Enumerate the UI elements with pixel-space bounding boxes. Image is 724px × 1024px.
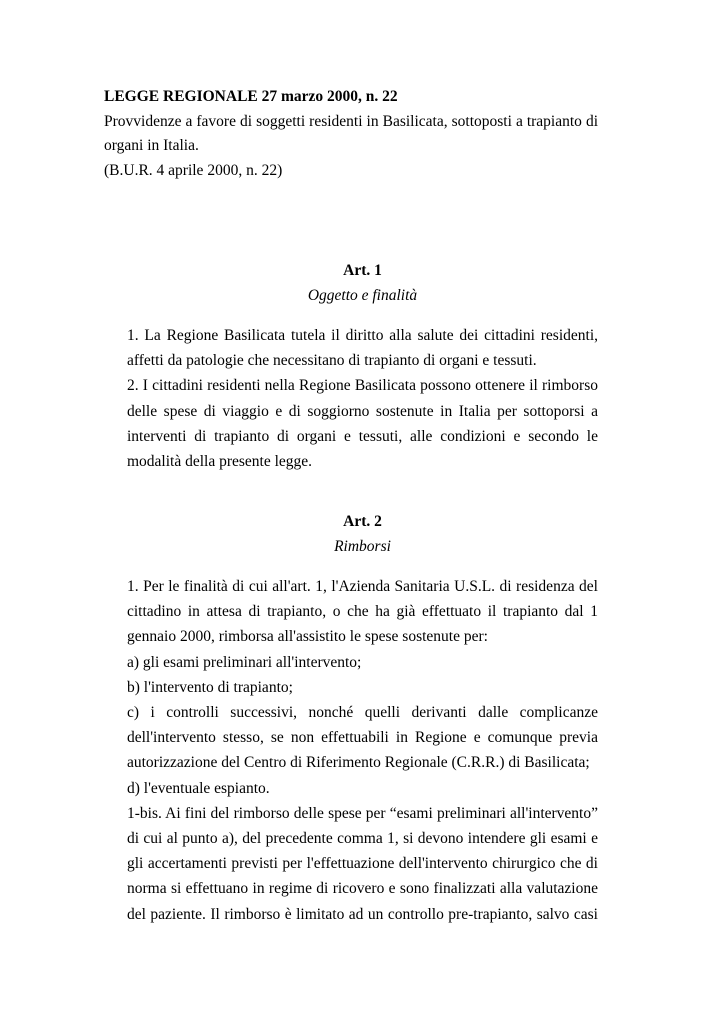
article-2-item-d: d) l'eventuale espianto. — [127, 779, 270, 797]
article-1-subtitle: Oggetto e finalità — [307, 287, 418, 304]
law-header — [104, 85, 598, 183]
article-2-heading: Art. 2 — [343, 513, 382, 530]
article-1 — [127, 258, 598, 474]
article-2-paragraph-1bis: 1-bis. Ai fini del rimborso delle spese per “esami preliminari all'intervento” di cui al punto a), del precedente comma 1, si devono intendere gli esami e gli accertamenti previsti per l'effettuazione dell'intervento chirurgico che di norma si effettuano in regime di ricovero e sono finalizzati alla valutazione del paziente. Il rimborso è limitato ad un controllo pre-trapianto, salvo casi — [127, 804, 598, 923]
article-2-paragraph-1: 1. Per le finalità di cui all'art. 1, l'Azienda Sanitaria U.S.L. di residenza del cittadino in attesa di trapianto, o che ha già effettuato il trapianto dal 1 gennaio 2000, rimborsa all'assistito le spese sostenute per: — [127, 578, 598, 646]
bur-reference: (B.U.R. 4 aprile 2000, n. 22) — [104, 161, 283, 179]
article-2-item-c: c) i controlli successivi, nonché quelli derivanti dalle complicanze dell'intervento stesso, se non effettuabili in Regione e comunque previa autorizzazione del Centro di Riferimento Regionale (C.R.R.) di Basilicata; — [127, 704, 598, 772]
article-1-paragraph-2: 2. I cittadini residenti nella Regione Basilicata possono ottenere il rimborso delle spese di viaggio e di soggiorno sostenute in Italia per sottoporsi a interventi di trapianto di organi e tessuti, alle condizioni e secondo le modalità della presente legge. — [127, 377, 598, 471]
article-2 — [127, 509, 598, 927]
article-2-item-a: a) gli esami preliminari all'intervento; — [127, 653, 362, 671]
article-1-paragraph-1: 1. La Regione Basilicata tutela il diritto alla salute dei cittadini residenti, affetti da patologie che necessitano di trapianto di organi e tessuti. — [127, 327, 598, 370]
article-2-subtitle: Rimborsi — [334, 538, 391, 555]
article-1-heading: Art. 1 — [343, 262, 382, 279]
law-subject: Provvidenze a favore di soggetti residenti in Basilicata, sottoposti a trapianto di organi in Italia. — [104, 112, 598, 154]
law-title: LEGGE REGIONALE 27 marzo 2000, n. 22 — [104, 88, 398, 105]
article-2-item-b: b) l'intervento di trapianto; — [127, 678, 293, 696]
